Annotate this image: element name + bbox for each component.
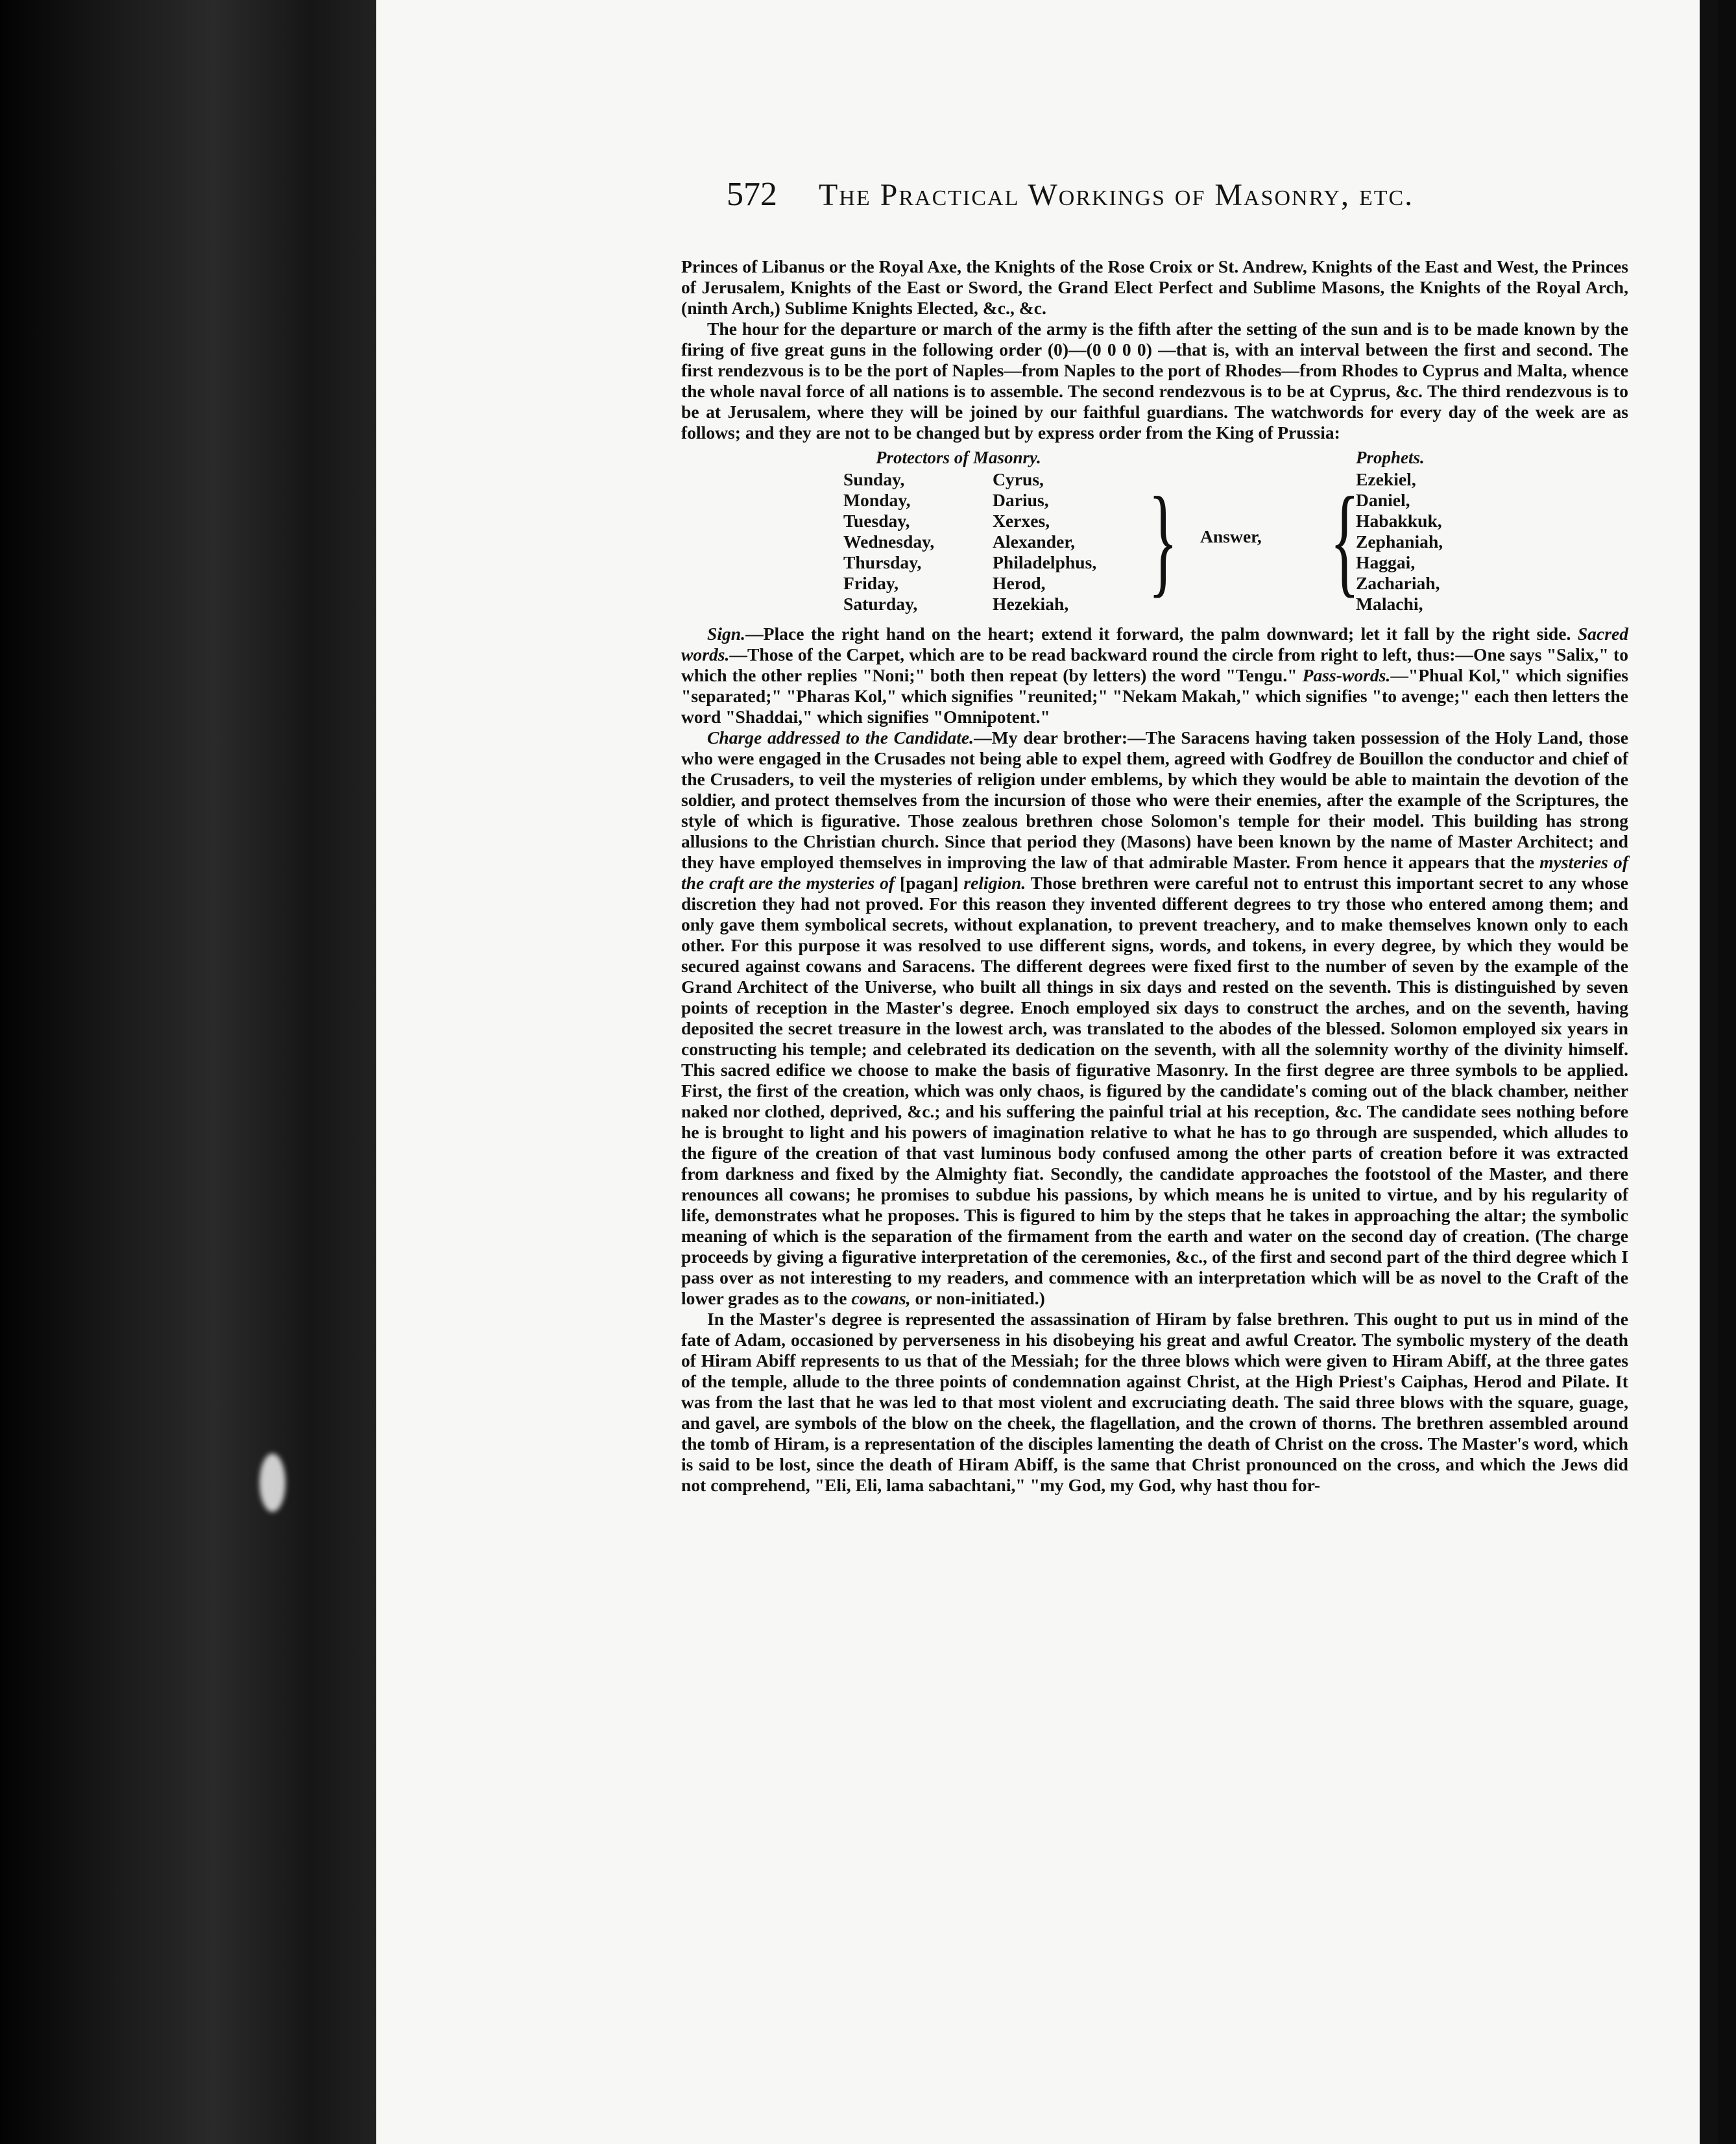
intro-paragraph: Princes of Libanus or the Royal Axe, the Knights of the Rose Croix or St. Andrew, Knights of the East and West, the Princes of Jerusalem, Knights of the East or Sword, the Grand Elect Perfect and Sublime Masons, the Knights of the Royal Arch, (ninth Arch,) Sublime Knights Elected, &c., &c. (681, 256, 1628, 318)
day-cell: Monday, (843, 490, 911, 510)
prophet-cell: Habakkuk, (1356, 511, 1442, 531)
protector-cell: Hezekiah, (993, 594, 1069, 614)
departure-paragraph: The hour for the departure or march of the army is the fifth after the setting of the sun and is to be made known by the firing of five great guns in the following order (0)—(0 0 0 0) —that is, with an interval between the first and second. The first rendezvous is to be the port of Naples—from Naples to the port of Rhodes—from Rhodes to Cyprus and Malta, whence the whole naval force of all nations is to assemble. The second rendezvous is to be at Cyprus, &c. The third rendezvous is to be at Jerusalem, where they will be joined by our faithful guardians. The watchwords for every day of the week are as follows; and they are not to be changed but by express order from the King of Prussia: (681, 319, 1628, 443)
day-cell: Friday, (843, 573, 899, 593)
pass-words-label: Pass-words. (1302, 665, 1391, 685)
page-body (681, 256, 1628, 1496)
opening-brace: { (1330, 472, 1360, 609)
answer-label: Answer, (1200, 526, 1262, 546)
running-title: The Practical Workings of Masonry, etc. (819, 178, 1414, 212)
protector-cell: Cyrus, (993, 469, 1044, 489)
protector-cell: Xerxes, (993, 511, 1050, 531)
pass-words-text: —"Phual Kol," which signifies "separated;" "Pharas Kol," which signifies "reunited;" "Nekam Makah," which signifies "to avenge;" each then letters the word "Shaddai," which signifies "Omnipotent." (681, 665, 1629, 727)
day-cell: Wednesday, (843, 531, 935, 552)
protectors-column (993, 469, 1096, 615)
prophet-cell: Daniel, (1356, 490, 1410, 510)
watchwords-table (681, 447, 1628, 617)
protector-cell: Herod, (993, 573, 1046, 593)
closing-brace: } (1148, 472, 1178, 609)
sign-paragraph (681, 624, 1628, 727)
charge-text-c: or non-initiated.) (915, 1288, 1045, 1308)
day-cell: Tuesday, (843, 511, 910, 531)
sacred-words-label: Sacred words. (681, 624, 1628, 664)
prophet-cell: Ezekiel, (1356, 469, 1416, 489)
charge-paragraph (681, 727, 1628, 1309)
charge-religion: religion. (963, 873, 1026, 893)
page-number: 572 (727, 176, 777, 213)
prophet-cell: Zachariah, (1356, 573, 1440, 593)
sacred-words-text: —Those of the Carpet, which are to be read backward round the circle from right to left, thus:—One says "Salix," to which the other replies "Noni;" both then repeat (by letters) the word "Tengu." (681, 644, 1628, 685)
prophets-column (1356, 469, 1443, 615)
day-cell: Sunday, (843, 469, 905, 489)
sign-label: Sign. (707, 624, 746, 644)
prophet-cell: Malachi, (1356, 594, 1423, 614)
page-edge-shadow (1700, 0, 1718, 2144)
days-column (843, 469, 934, 615)
day-cell: Thursday, (843, 552, 922, 572)
protectors-heading: Protectors of Masonry. (876, 448, 1041, 467)
masters-degree-paragraph: In the Master's degree is represented the assassination of Hiram by false brethren. This ought to put us in mind of the fate of Adam, occasioned by perverseness in his disobeying his great and awful Creator. The symbolic mystery of the death of Hiram Abiff represents to us that of the Messiah; for the three blows which were given to Hiram Abiff, at the three gates of the temple, allude to the three points of condemnation against Christ, at the High Priest's Caiphas, Herod and Pilate. It was from the last that he was led to that most violent and excruciating death. The said three blows with the square, guage, and gavel, are symbols of the blow on the cheek, the flagellation, and the crown of thorns. The brethren assembled around the tomb of Hiram, is a representation of the disciples lamenting the death of Christ on the cross. The Master's word, which is said to be lost, since the death of Hiram Abiff, is the same that Christ pronounced on the cross, and which the Jews did not comprehend, "Eli, Eli, lama sabachtani," "my God, my God, why hast thou for- (681, 1309, 1628, 1495)
charge-text-a: —My dear brother:—The Saracens having taken possession of the Holy Land, those who were engaged in the Crusades not being able to expel them, agreed with Godfrey de Bouillon the conductor and chief of the Crusaders, to veil the mysteries of religion under emblems, by which they would be able to maintain the devotion of the soldier, and protect themselves from the incursion of those who were their enemies, after the example of the Scriptures, the style of which is figurative. Those zealous brethren chose Solomon's temple for their model. This building has strong allusions to the Christian church. Since that period they (Masons) have been known by the name of Master Architect; and they have employed themselves in improving the law of that admirable Master. From hence it appears that the (681, 727, 1628, 872)
book-spine-shadow (0, 0, 389, 2144)
sign-text: —Place the right hand on the heart; extend it forward, the palm downward; let it fall by the right side. (745, 624, 1571, 644)
protector-cell: Alexander, (993, 531, 1075, 552)
prophet-cell: Haggai, (1356, 552, 1416, 572)
prophets-heading: Prophets. (1356, 448, 1425, 467)
protector-cell: Philadelphus, (993, 552, 1097, 572)
charge-italic-phrase: mysteries of the craft are the mysteries of (681, 852, 1629, 893)
prophet-cell: Zephaniah, (1356, 531, 1443, 552)
charge-text-b: Those brethren were careful not to entrust this important secret to any whose discretion they had not proved. For this reason they invented different degrees to try those who entered among them; and only gave them symbolical secrets, without explanation, to prevent treachery, and to make themselves known only to each other. For this purpose it was resolved to use different signs, words, and tokens, in every degree, by which they would be secured against cowans and Saracens. The different degrees were fixed first to the number of seven by the example of the Grand Architect of the Universe, who built all things in six days and rested on the seventh. This is distinguished by seven points of reception in the Master's degree. Enoch employed six days to construct the arches, and on the seventh, having deposited the secret treasure in the lowest arch, was translated to the abodes of the blessed. Solomon employed six years in constructing his temple; and celebrated its dedication on the seventh, with all the solemnity worthy of the divinity himself. This sacred edifice we choose to make the basis of figurative Masonry. In the first degree are three symbols to be applied. First, the first of the creation, which was only chaos, is figured by the candidate's coming out of the black chamber, neither naked nor clothed, deprived, &c.; and his suffering the painful trial at his reception, &c. The candidate sees nothing before he is brought to light and his powers of imagination relative to what he has to go through are suspended, which alludes to the figure of the creation of that vast luminous body confused among the other parts of creation before it was extracted from darkness and fixed by the Almighty fiat. Secondly, the candidate approaches the footstool of the Master, and there renounces all cowans; he promises to subdue his passions, by which means he is united to virtue, and by his regularity of life, demonstrates what he proposes. This is figured to him by the steps that he takes in approaching the altar; the symbolic meaning of which is the separation of the firmament from the earth and water on the second day of creation. (The charge proceeds by giving a figurative interpretation of the ceremonies, &c., of the first and second part of the third degree which I pass over as not interesting to my readers, and commence with an interpretation which will be as novel to the Craft of the lower grades as to the (681, 873, 1628, 1308)
page-header (727, 175, 1531, 213)
charge-cowans: cowans, (851, 1288, 911, 1308)
protector-cell: Darius, (993, 490, 1049, 510)
day-cell: Saturday, (843, 594, 918, 614)
charge-label: Charge addressed to the Candidate. (707, 727, 974, 748)
charge-pagan: [pagan] (900, 873, 959, 893)
